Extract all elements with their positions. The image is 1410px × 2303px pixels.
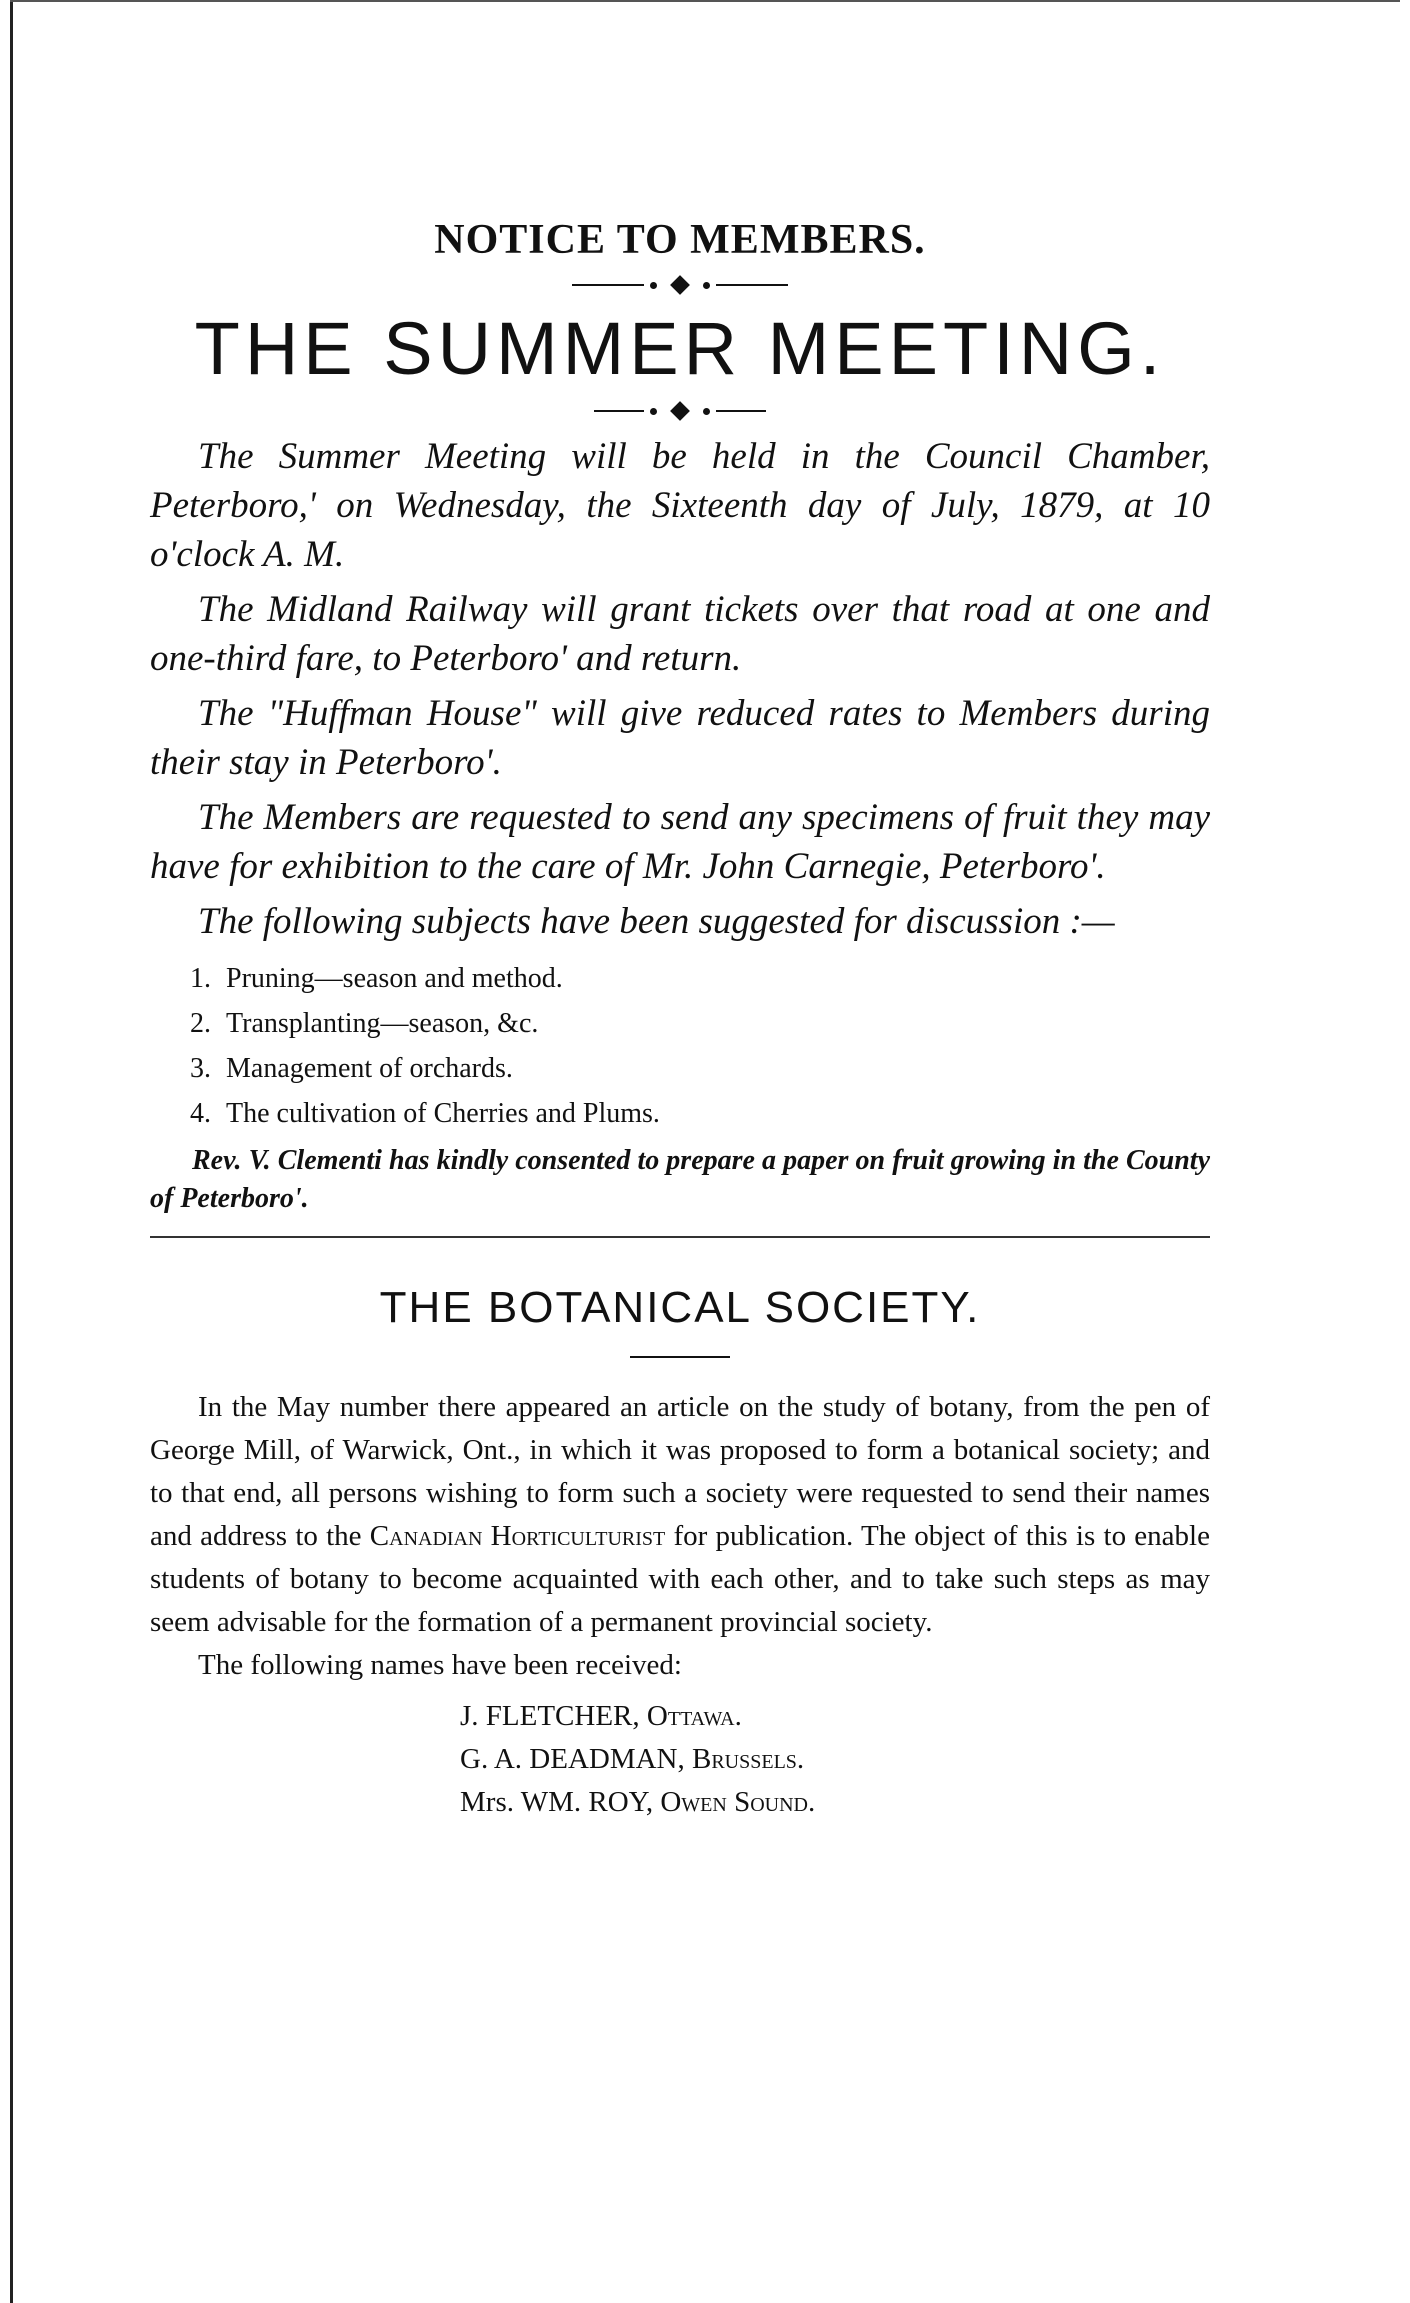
page-content <box>150 210 1210 1824</box>
list-item: 2. Transplanting—season, &c. <box>190 1008 539 1039</box>
ornament-divider <box>150 396 1210 426</box>
paper-note: Rev. V. Clementi has kindly consented to prepare a paper on fruit growing in the County of Peterboro'. <box>150 1145 1210 1214</box>
page-edge-left <box>10 0 13 2303</box>
list-item: Mrs. WM. ROY, Owen Sound. <box>460 1786 816 1818</box>
summer-paragraph: The Members are requested to send any specimens of fruit they may have for exhibition to the care of Mr. John Carnegie, Peterboro'. <box>150 797 1210 887</box>
list-item: 3. Management of orchards. <box>190 1053 513 1084</box>
summer-paragraph: The Midland Railway will grant tickets over that road at one and one-third fare, to Peterboro' and return. <box>150 589 1210 679</box>
ornament-divider <box>150 270 1210 300</box>
botanical-paragraph: The following names have been received: <box>198 1649 682 1681</box>
summer-paragraph: The "Huffman House" will give reduced rates to Members during their stay in Peterboro'. <box>150 693 1210 783</box>
list-item: G. A. DEADMAN, Brussels. <box>460 1743 805 1775</box>
list-item: J. FLETCHER, Ottawa. <box>460 1700 742 1732</box>
list-item: 4. The cultivation of Cherries and Plums. <box>190 1098 660 1129</box>
summer-meeting-title: THE SUMMER MEETING. <box>194 307 1166 390</box>
discussion-subjects-list <box>190 956 1210 1136</box>
botanical-society-title: THE BOTANICAL SOCIETY. <box>379 1283 981 1332</box>
notice-heading: NOTICE TO MEMBERS. <box>434 217 926 263</box>
list-item: 1. Pruning—season and method. <box>190 963 563 994</box>
page-edge-top <box>10 0 1400 2</box>
summer-paragraph: The Summer Meeting will be held in the Council Chamber, Peterboro,' on Wednesday, the Sixteenth day of July, 1879, at 10 o'clock A. M. <box>150 436 1210 575</box>
section-divider <box>150 1236 1210 1238</box>
botanical-paragraph: In the May number there appeared an article on the study of botany, from the pen of George Mill, of Warwick, Ont., in which it was proposed to form a botanical society; and to that end, all persons wishing to form such a society were requested to send their names and address to the Canadian Horticulturist for publication. The object of this is to enable students of botany to become acquainted with each other, and to take such steps as may seem advisable for the formation of a permanent provincial society. <box>150 1391 1210 1638</box>
summer-paragraph: The following subjects have been suggested for discussion :— <box>198 901 1115 942</box>
member-names-list <box>460 1695 1210 1824</box>
title-underline <box>630 1356 730 1358</box>
